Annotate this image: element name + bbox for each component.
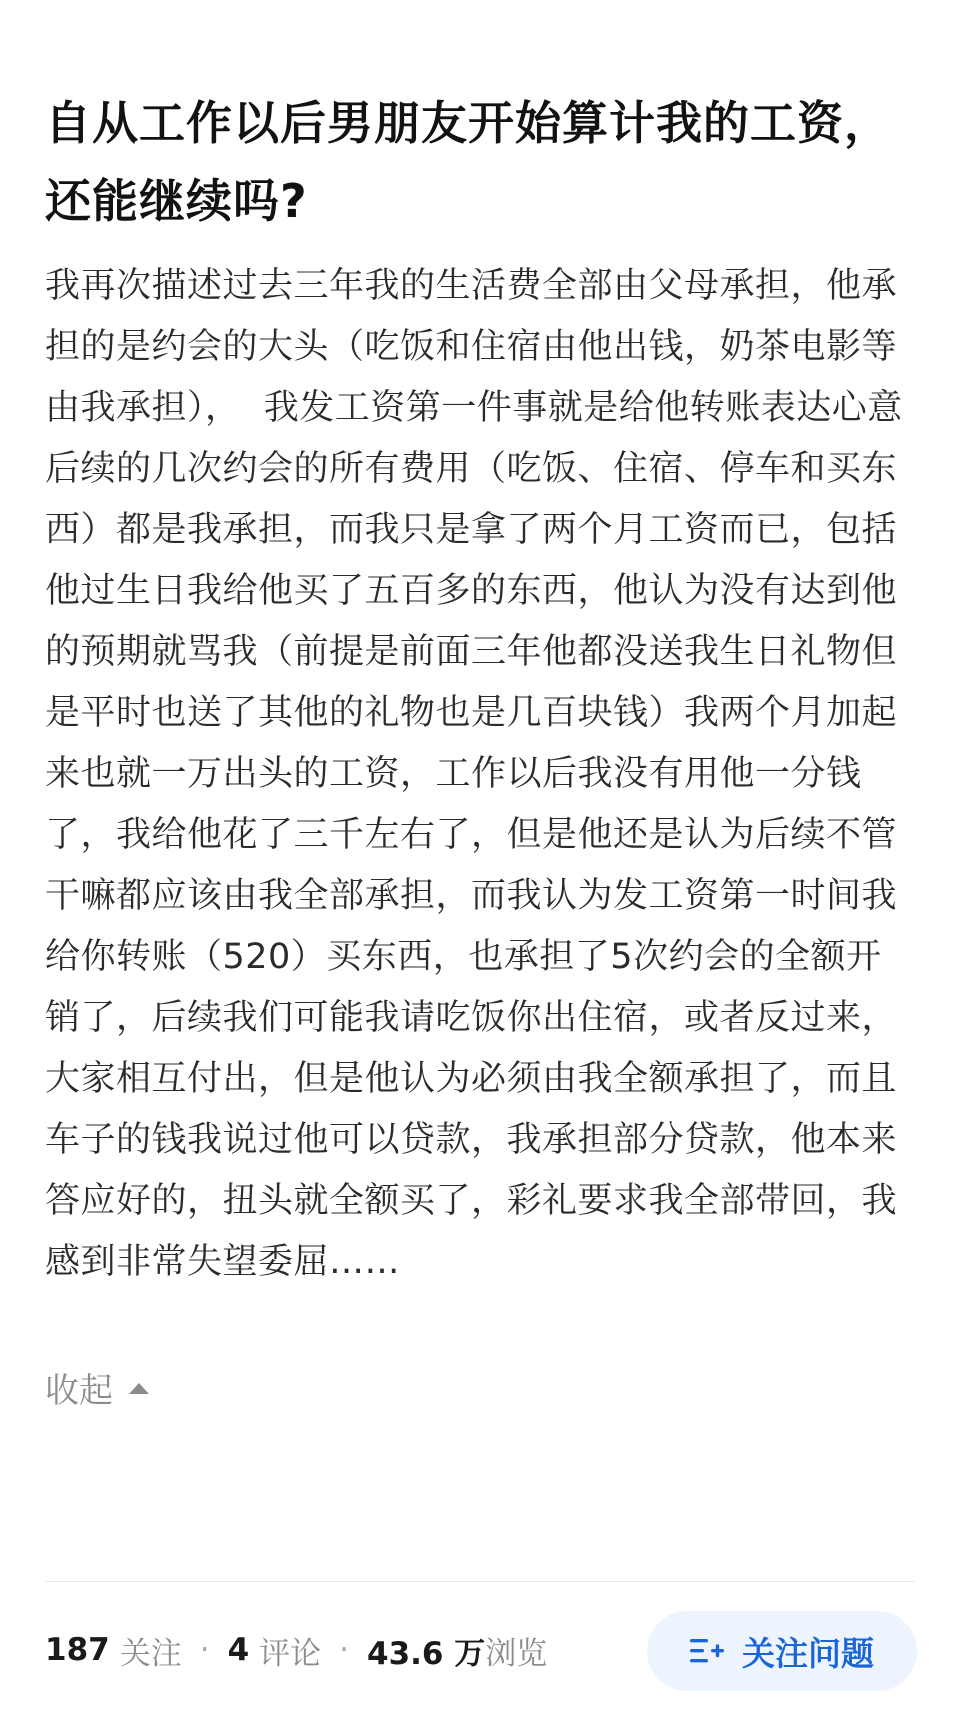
collapse-button[interactable] [45,1362,149,1412]
question-stats [45,1620,547,1680]
comments-label[interactable]: 评论 [259,1635,322,1672]
comments-count: 4 [227,1632,250,1668]
stats-separator: · [199,1632,210,1668]
question-title: 自从工作以后男朋友开始算计我的工资，还能继续吗? [45,96,891,228]
question-description: 我再次描述过去三年我的生活费全部由父母承担，他承担的是约会的大头（吃饭和住宿由他出钱，奶茶电影等由我承担）， 我发工资第一件事就是给他转账表达心意 后续的几次约会的所有费用（吃饭、住宿、停车和买东西）都是我承担，而我只是拿了两个月工资而已，包括他过生日我给他买了五百多的东西，他认为没有达到他的预期就骂我（前提是前面三年他都没送我生日礼物但是平时也送了其他的礼物也是几百块钱）我两个月加起来也就一万出头的工资，工作以后我没有用他一分钱了，我给他花了三千左右了，但是他还是认为后续不管干嘛都应该由我全部承担，而我认为发工资第一时间我给你转账（520）买东西，也承担了5次约会的全额开销了，后续我们可能我请吃饭你出住宿，或者反过来，大家相互付出，但是他认为必须由我全额承担了，而且车子的钱我说过他可以贷款，我承担部分贷款，他本来答应好的，扭头就全额买了，彩礼要求我全部带回，我感到非常失望委屈…… [45,266,915,1282]
followers-label[interactable]: 关注 [119,1635,182,1672]
follow-question-button[interactable] [647,1611,917,1691]
follow-button-label: 关注问题 [742,1633,874,1673]
list-add-icon [690,1636,724,1666]
stats-separator: · [339,1632,350,1668]
caret-up-icon [129,1383,149,1394]
followers-count: 187 [45,1632,110,1668]
divider [45,1581,915,1582]
collapse-label: 收起 [45,1370,113,1411]
views-label: 浏览 [485,1635,548,1672]
views-count: 43.6 万 [367,1635,486,1672]
